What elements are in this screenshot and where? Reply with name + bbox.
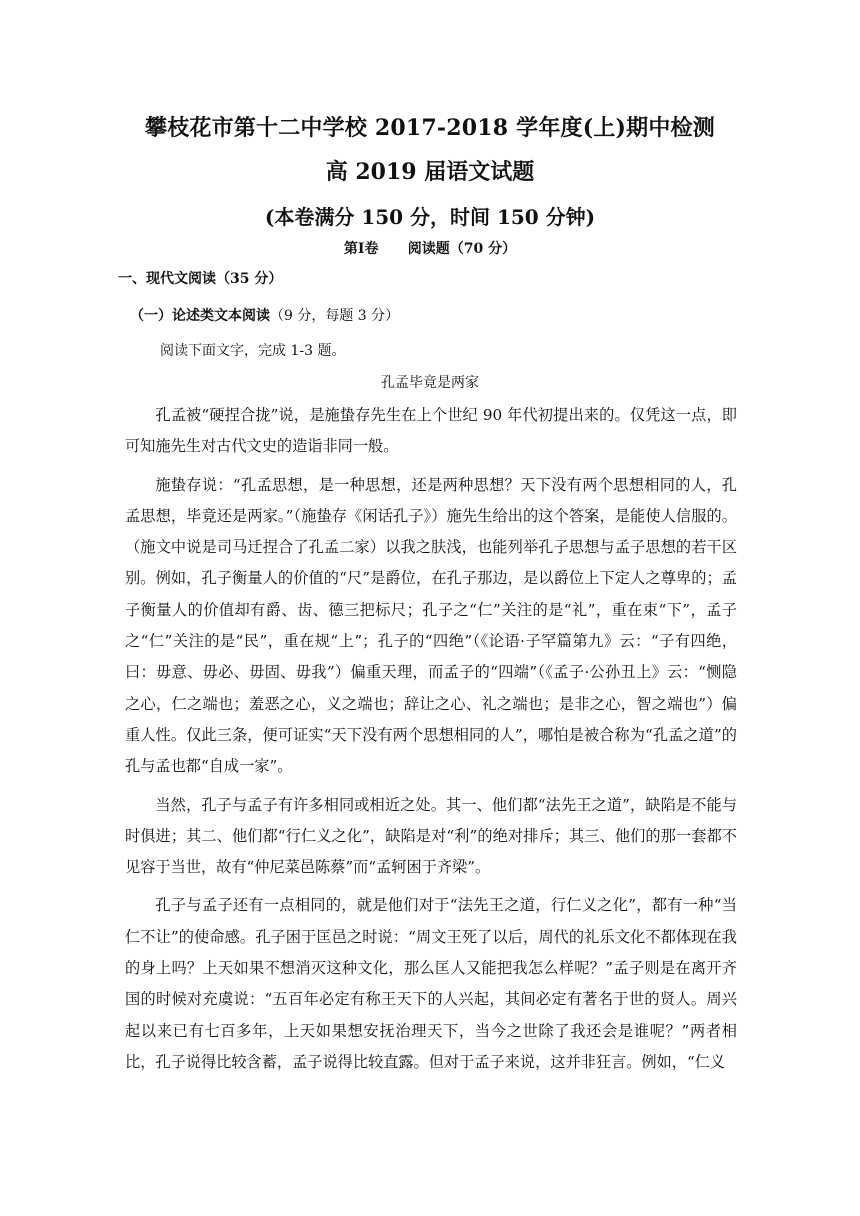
article-body: [125, 400, 737, 1085]
subsection-heading: [130, 305, 399, 327]
article-paragraph: 孔孟被“硬捏合拢”说，是施蛰存先生在上个世纪 90 年代初提出来的。仅凭这一点，即可知施先生对古代文史的造诣非同一般。: [125, 406, 737, 456]
subsection-score-note: （9 分，每题 3 分）: [270, 308, 400, 324]
article-paragraph: 当然，孔子与孟子有许多相同或相近之处。其一、他们都“法先王之道”，缺陷是不能与时俱进；其二、他们都“行仁义之化”，缺陷是对“利”的绝对排斥；其三、他们的那一套都不见容于当世，故有“仲尼菜邑陈蔡”而“孟轲困于齐梁”。: [125, 795, 737, 877]
section-heading-modern-reading: 一、现代文阅读（35 分）: [118, 271, 283, 287]
article-title: 孔孟毕竟是两家: [381, 375, 479, 391]
exam-school-title: 攀枝花市第十二中学校 2017-2018 学年度(上)期中检测: [145, 115, 715, 141]
article-paragraph: 施蛰存说：“孔孟思想，是一种思想，还是两种思想？天下没有两个思想相同的人，孔孟思想，毕竟还是两家。”（施蛰存《闲话孔子》）施先生给出的这个答案，是能使人信服的。（施文中说是司马迁捏合了孔孟二家）以我之肤浅，也能列举孔子思想与孟子思想的若干区别。例如，孔子衡量人的价值的“尺”是爵位，在孔子那边，是以爵位上下定人之尊卑的；孟子衡量人的价值却有爵、齿、德三把标尺；孔子之“仁”关注的是“礼”，重在束“下”，孟子之“仁”关注的是“民”，重在规“上”；孔子的“四绝”（《论语·子罕篇第九》云：“子有四绝，曰：毋意、毋必、毋固、毋我”）偏重天理，而孟子的“四端”（《孟子·公孙丑上》云：“恻隐之心，仁之端也；羞恶之心，义之端也；辞让之心、礼之端也；是非之心，智之端也”）偏重人性。仅此三条，便可证实“天下没有两个思想相同的人”，哪怕是被合称为“孔孟之道”的孔与孟也都“自成一家”。: [125, 475, 737, 776]
reading-instruction: 阅读下面文字，完成 1-3 题。: [160, 343, 346, 359]
exam-score-time-note: (本卷满分 150 分，时间 150 分钟): [264, 205, 596, 229]
exam-grade-title: 高 2019 届语文试题: [325, 159, 535, 185]
subsection-title: （一）论述类文本阅读: [130, 308, 270, 324]
part-one-title: 第Ⅰ卷 阅读题（70 分）: [343, 241, 517, 257]
article-paragraph: 孔子与孟子还有一点相同的，就是他们对于“法先王之道，行仁义之化”，都有一种“当仁不让”的使命感。孔子困于匡邑之时说：“周文王死了以后，周代的礼乐文化不都体现在我的身上吗？上天如果不想消灭这种文化，那么匡人又能把我怎么样呢？”孟子则是在离开齐国的时候对充虞说：“五百年必定有称王天下的人兴起，其间必定有著名于世的贤人。周兴起以来已有七百多年，上天如果想安抚治理天下，当今之世除了我还会是谁呢？”两者相比，孔子说得比较含蓄，孟子说得比较直露。但对于孟子来说，这并非狂言。例如，“仁义: [125, 896, 737, 1071]
